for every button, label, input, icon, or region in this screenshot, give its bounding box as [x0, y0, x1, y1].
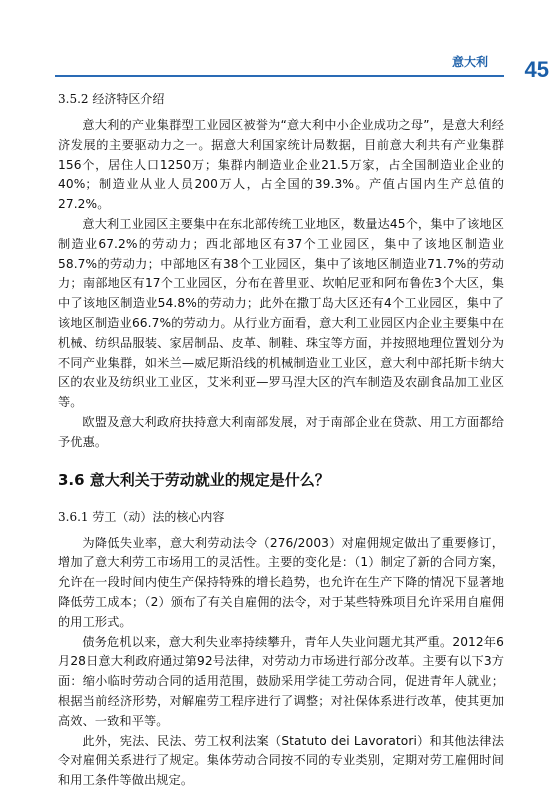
page-number: 45: [524, 57, 549, 82]
header-rule: [55, 75, 504, 77]
paragraph: 意大利工业园区主要集中在东北部传统工业地区，数量达45个，集中了该地区制造业67.2%的劳动力；西北部地区有37个工业园区，集中了该地区制造业58.7%的劳动力；中部地区有38个工业园区，集中了该地区制造业71.7%的劳动力；南部地区有17个工业园区，分布在普里亚、坎帕尼亚和阿布鲁佐3个大区，集中了该地区制造业54.8%的劳动力；此外在撒丁岛大区还有4个工业园区，集中了该地区制造业66.7%的劳动力。从行业方面看，意大利工业园区内企业主要集中在机械、纺织品服装、家居制品、皮革、制鞋、珠宝等方面，并按照地理位置划分为不同产业集群，如米兰—威尼斯沿线的机械制造业工业区，意大利中部托斯卡纳大区的农业及纺织业工业区，艾米利亚—罗马涅大区的汽车制造及农副食品加工业区等。: [58, 216, 504, 410]
header-country: 意大利: [451, 55, 488, 69]
section-heading-3-6: 3.6 意大利关于劳动就业的规定是什么？: [58, 470, 330, 489]
paragraph: 欧盟及意大利政府扶持意大利南部发展，对于南部企业在贷款、用工方面都给予优惠。: [58, 414, 504, 449]
subsection-heading-3-6-1: 3.6.1 劳工（动）法的核心内容: [58, 509, 225, 524]
paragraph: 为降低失业率，意大利劳动法令（276/2003）对雇佣规定做出了重要修订，增加了意大利劳工市场用工的灵活性。主要的变化是：（1）制定了新的合同方案，允许在一段时间内使生产保持特殊的增长趋势，也允许在生产下降的情况下显著地降低劳工成本；（2）颁布了有关自雇佣的法令，对于某些特殊项目允许采用自雇佣的用工形式。: [58, 535, 504, 629]
subsection-heading-3-5-2: 3.5.2 经济特区介绍: [58, 92, 165, 106]
paragraph: 债务危机以来，意大利失业率持续攀升，青年人失业问题尤其严重。2012年6月28日意大利政府通过第92号法律，对劳动力市场进行部分改革。主要有以下3方面：缩小临时劳动合同的适用范围，鼓励采用学徒工劳动合同，促进青年人就业；根据当前经济形势，对解雇劳工程序进行了调整；对社保体系进行改革，使其更加高效、一致和平等。: [58, 634, 504, 728]
page-content: [58, 90, 504, 791]
paragraph: 意大利的产业集群型工业园区被誉为“意大利中小企业成功之母”，是意大利经济发展的主要驱动力之一。据意大利国家统计局数据，目前意大利共有产业集群156个，居住人口1250万；集群内制造业企业21.5万家，占全国制造业企业的40%；制造业从业人员200万人，占全国的39.3%。产值占国内生产总值的27.2%。: [58, 118, 504, 212]
paragraph: 此外，宪法、民法、劳工权利法案（Statuto dei Lavoratori）和其他法律法令对雇佣关系进行了规定。集体劳动合同按不同的专业类别，定期对劳工雇佣时间和用工条件等做出规定。: [58, 733, 504, 788]
